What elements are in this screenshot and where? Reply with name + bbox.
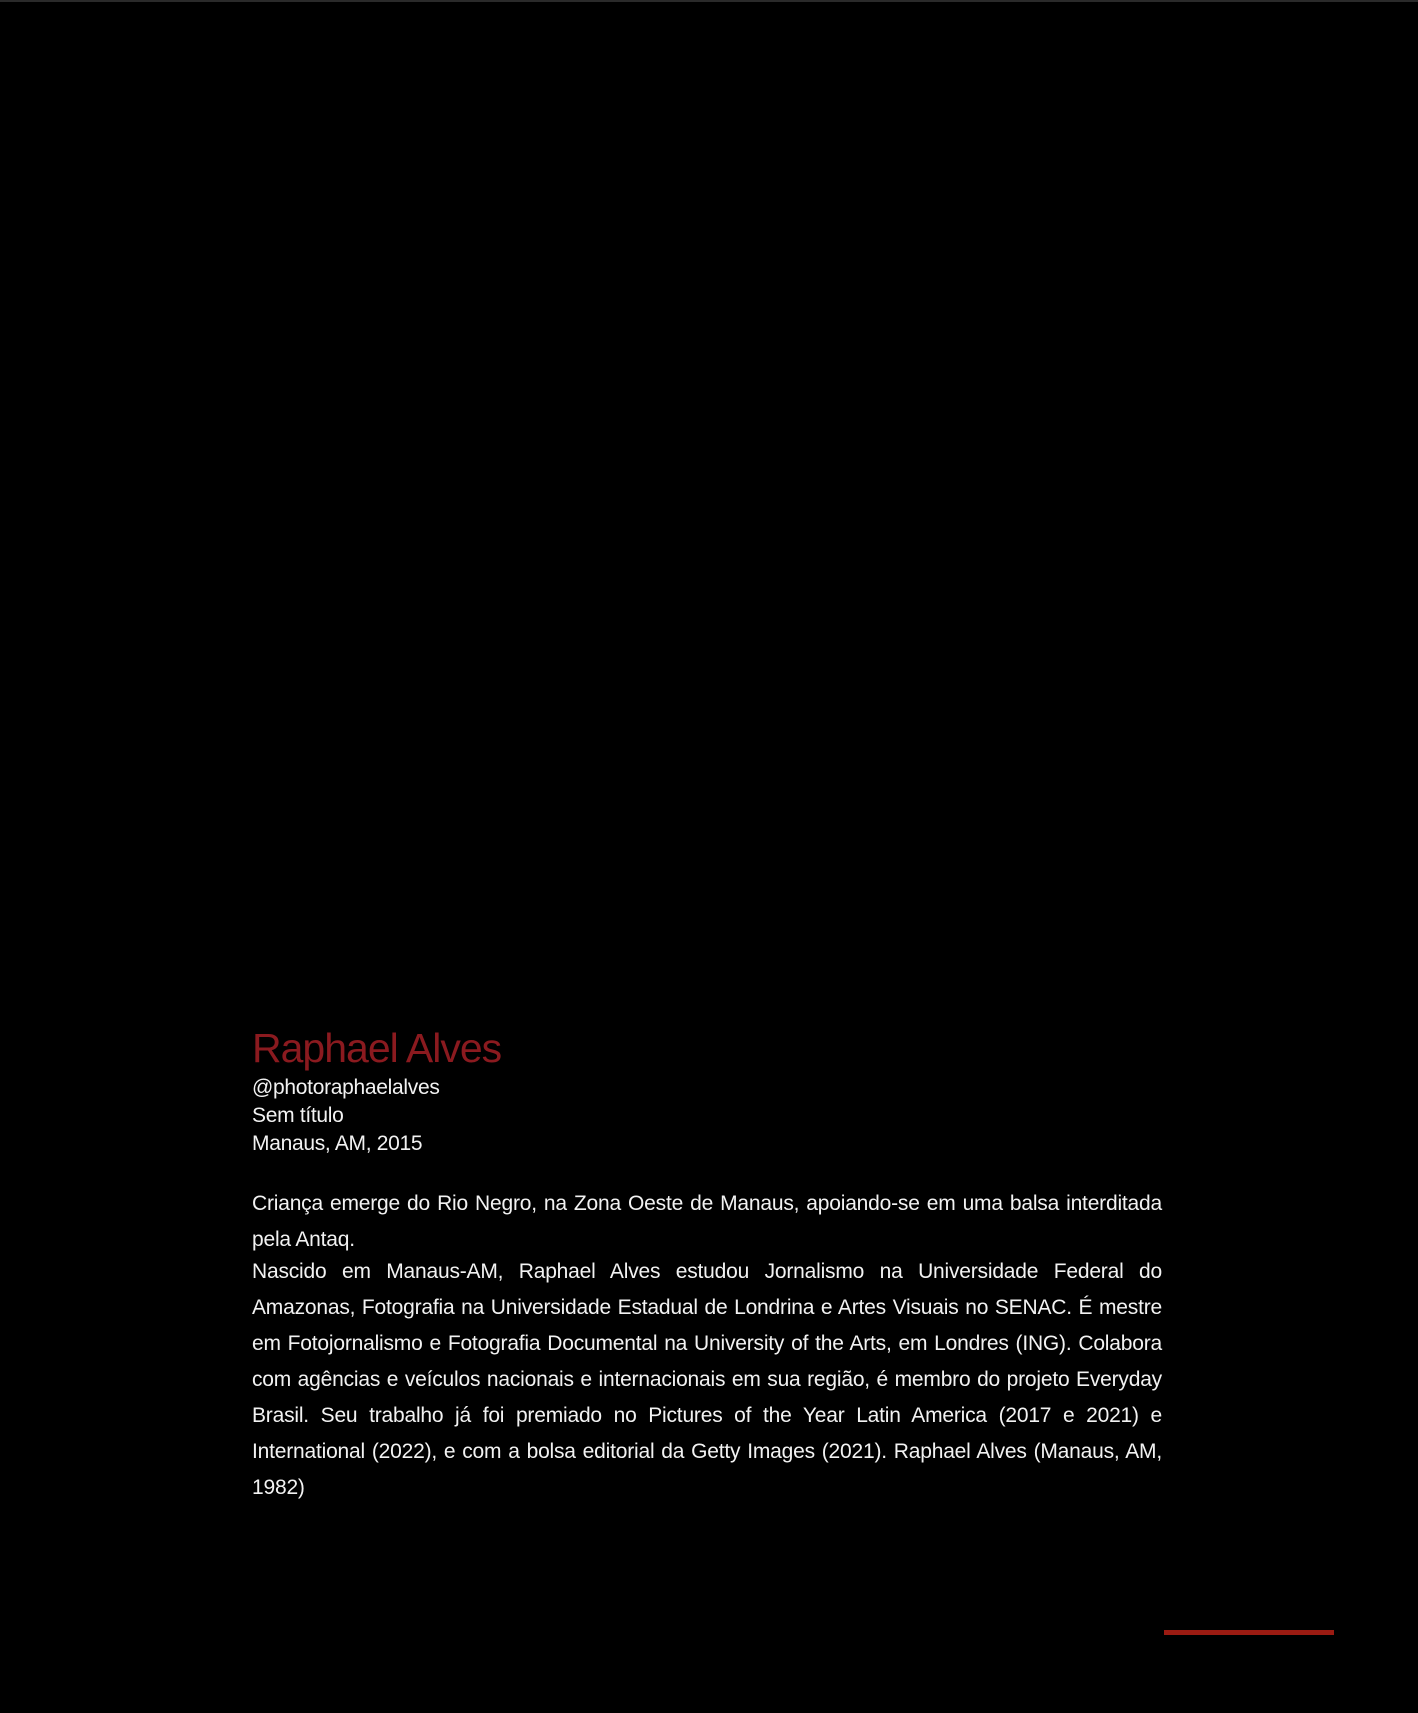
caption-block [252,1022,1162,1506]
artist-name: Raphael Alves [252,1025,502,1071]
place-date: Manaus, AM, 2015 [252,1132,423,1155]
top-border [0,0,1418,2]
description [252,1186,1162,1506]
artist-bio: Nascido em Manaus-AM, Raphael Alves estudou Jornalismo na Universidade Federal do Amazonas, Fotografia na Universidade Estadual de Londrina e Artes Visuais no SENAC. É mestre em Fotojornalismo e Fotografia Documental na University of the Arts, em Londres (ING). Colabora com agências e veículos nacionais e internacionais em sua região, é membro do projeto Everyday Brasil. Seu trabalho já foi premiado no Pictures of the Year Latin America (2017 e 2021) e International (2022), e com a bolsa editorial da Getty Images (2021). Raphael Alves (Manaus, AM, 1982) [252,1260,1162,1499]
artist-handle: @photoraphaelalves [252,1076,440,1099]
work-title: Sem título [252,1104,344,1127]
photo-caption: Criança emerge do Rio Negro, na Zona Oeste de Manaus, apoiando-se em uma balsa interditada pela Antaq. [252,1192,1162,1251]
accent-rule [1164,1630,1334,1635]
artwork-meta [252,1074,1162,1158]
